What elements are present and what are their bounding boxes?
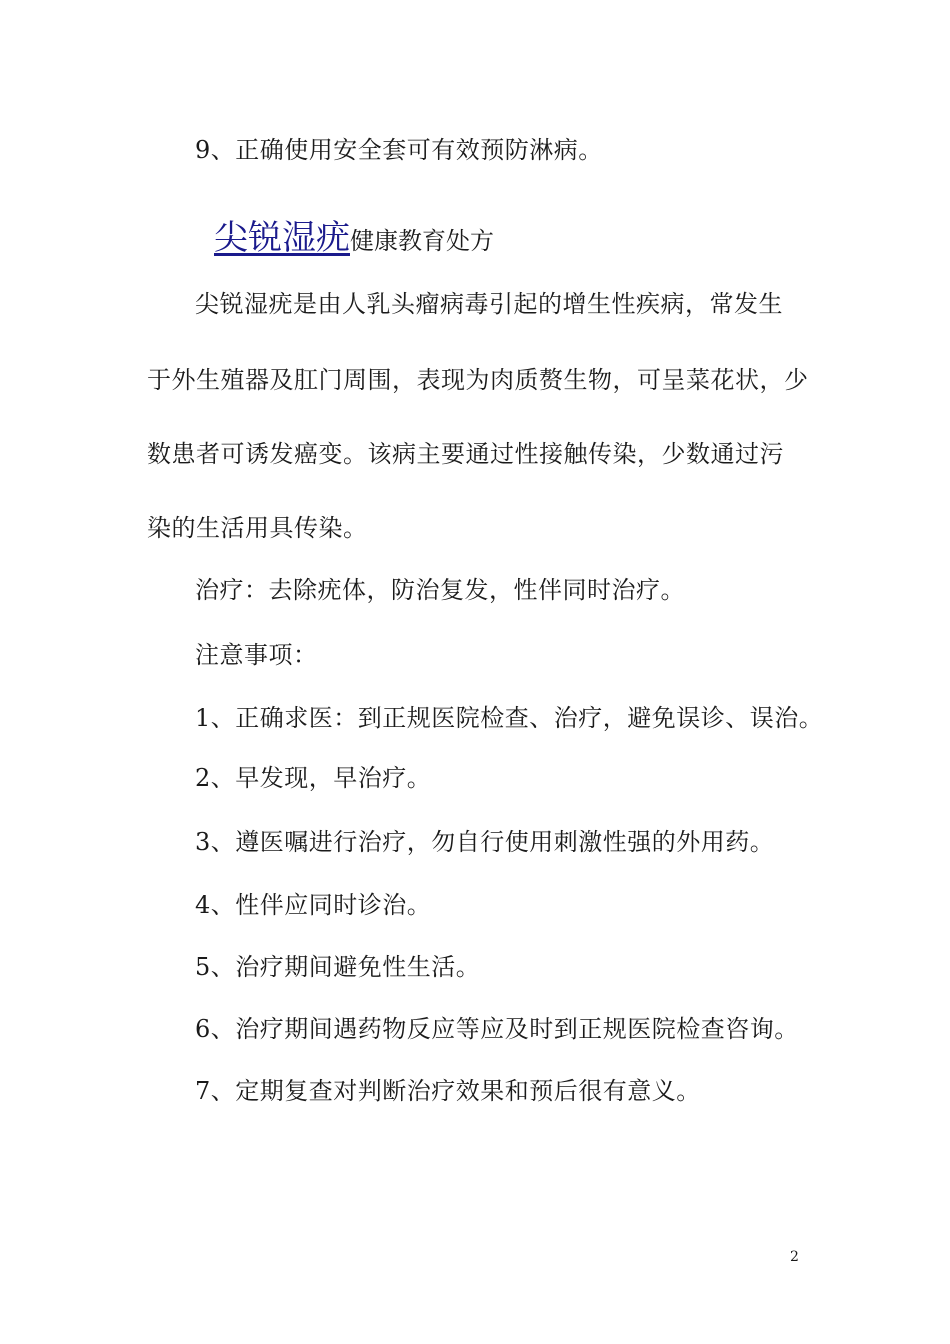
section-heading xyxy=(214,216,494,263)
paragraph-line: 于外生殖器及肛门周围，表现为肉质赘生物，可呈菜花状，少 xyxy=(147,366,809,394)
list-item: 3、遵医嘱进行治疗，勿自行使用刺激性强的外用药。 xyxy=(195,828,775,856)
heading-suffix: 健康教育处方 xyxy=(350,227,494,255)
paragraph-line: 尖锐湿疣是由人乳头瘤病毒引起的增生性疾病，常发生 xyxy=(195,290,783,318)
notes-title: 注意事项： xyxy=(195,641,318,669)
list-item: 2、早发现，早治疗。 xyxy=(195,764,432,792)
list-item: 7、定期复查对判断治疗效果和预后很有意义。 xyxy=(195,1077,701,1105)
page-number: 2 xyxy=(790,1249,799,1265)
treatment-line: 治疗：去除疣体，防治复发，性伴同时治疗。 xyxy=(195,576,685,604)
paragraph-line: 数患者可诱发癌变。该病主要通过性接触传染，少数通过污 xyxy=(147,440,784,468)
paragraph-line: 染的生活用具传染。 xyxy=(147,514,368,542)
list-item: 4、性伴应同时诊治。 xyxy=(195,891,432,919)
list-item: 5、治疗期间避免性生活。 xyxy=(195,953,481,981)
heading-link[interactable]: 尖锐湿疣 xyxy=(214,218,350,258)
list-item: 1、正确求医：到正规医院检查、治疗，避免误诊、误治。 xyxy=(195,704,824,732)
list-item: 6、治疗期间遇药物反应等应及时到正规医院检查咨询。 xyxy=(195,1015,799,1043)
list-item: 9、正确使用安全套可有效预防淋病。 xyxy=(195,136,603,164)
